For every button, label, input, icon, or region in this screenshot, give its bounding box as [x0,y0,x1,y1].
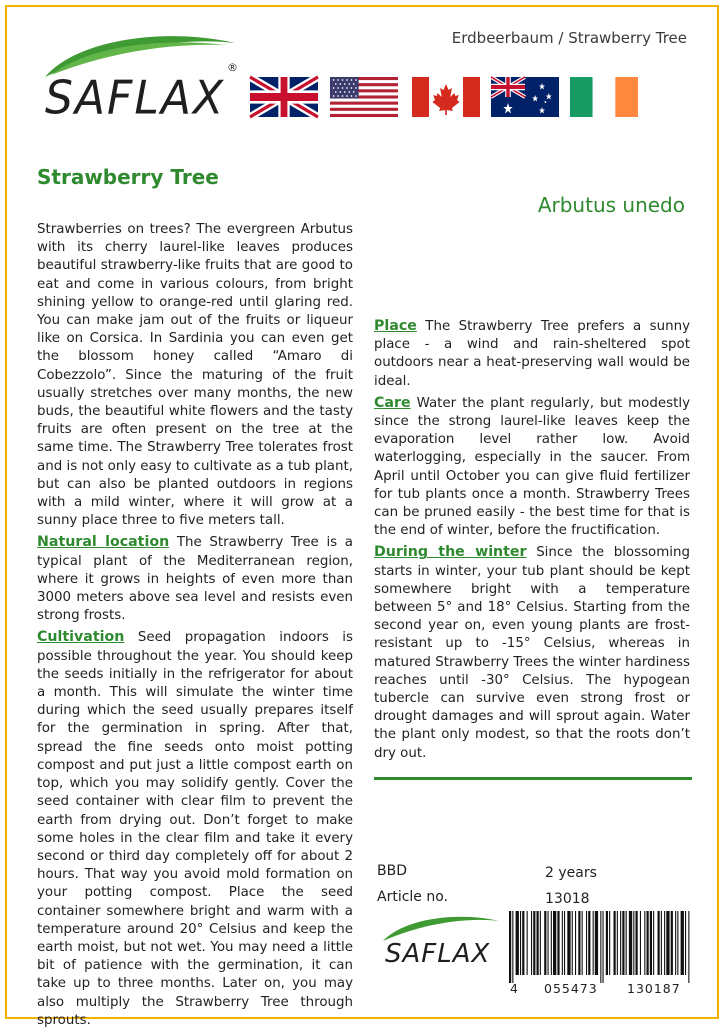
section-divider [374,777,692,780]
natural-location-section [37,533,353,625]
barcode-bar [647,911,649,975]
barcode-bar [548,911,549,975]
page-title: Strawberry Tree [37,165,219,189]
barcode-bar [617,911,618,975]
barcode-bar [685,911,686,975]
barcode-bar [516,911,519,975]
barcode-bar [644,911,645,975]
barcode-bar [553,911,556,975]
barcode-bar [671,911,673,975]
place-heading: Place [374,318,417,334]
barcode-bar [586,911,587,975]
barcode-bar [650,911,652,975]
barcode-digits-right: 130187 [627,981,681,996]
barcode-bar [595,911,598,975]
barcode-bar [575,911,576,975]
seed-packet-page [5,5,719,1028]
intro-paragraph: Strawberries on trees? The evergreen Arbutus with its cherry laurel-like leaves produces beautiful strawberry-like fruits that are good to eat and come in various colours, from bright shining yellow to orange-red until glaring red. You can make jam out of the fruits or liqueur like on Corsica. In Sardinia you can even get the blossom honey called “Amaro di Cobezzolo”. Since the maturing of the fruit usually stretches over many months, the new buds, the beautiful white flowers and the tasty fruits are often present on the tree at the same time. The Strawberry Tree tolerates frost and is not only easy to cultivate as a tub plant, but can also be planted outdoors in regions with a mild winter, where it will grow at a sunny place three to five meters tall. [37,222,353,529]
care-section [374,394,690,541]
uk-flag-icon [250,77,318,117]
barcode-bar [567,911,570,975]
brand-name-small: SAFLAX [385,939,491,969]
us-flag-icon [330,77,398,117]
place-section [374,317,690,391]
winter-text: Since the blossoming starts in winter, your tub plant should be kept somewhere bright with a temperature between 5° and 18° Celsius. Starting from the second year on, even young plants are frost-resistant up to -15° Celsius, whereas in matured Strawberry Trees the winter hardiness reaches until -30° Celsius. The hypogean tubercle can survive even strong frost or drought damages and will sprout again. Water the plant only modest, so that the roots don’t dry out. [374,545,690,761]
barcode-bar [614,911,616,975]
barcode-bar [640,911,641,975]
latin-name: Arbutus unedo [537,193,685,217]
barcode-bar [688,911,689,983]
natural-location-text: The Strawberry Tree is a typical plant of the Mediterranean region, where it grows in heights of even more than 3000 meters above sea level and resists even strong frosts. [37,535,353,624]
canada-flag-icon [412,77,480,117]
barcode-bar [675,911,676,975]
barcode-bar [620,911,621,975]
barcode-bar [626,911,627,975]
barcode-bar [606,911,608,975]
barcode-bar [562,911,563,975]
barcode-bar [609,911,610,975]
article-label: Article no. [377,889,449,905]
barcode-bar [578,911,580,975]
barcode-bar [661,911,662,975]
winter-section [374,543,690,762]
barcode-bar [588,911,590,975]
header-title: Erdbeerbaum / Strawberry Tree [451,29,687,47]
barcode [507,911,693,983]
barcode-bar [572,911,573,975]
barcode-bar [527,911,528,975]
barcode-bar [531,911,532,975]
cultivation-section [37,628,353,1029]
barcode-bar [633,911,634,975]
australia-flag-icon [491,77,559,117]
winter-heading: During the winter [374,544,527,561]
barcode-digits-left: 055473 [544,981,598,996]
barcode-bar [677,911,678,975]
barcode-bar [520,911,521,975]
barcode-bar [653,911,654,975]
article-value: 13018 [545,891,590,907]
barcode-bar [564,911,565,975]
barcode-bar [557,911,559,975]
care-text: Water the plant regularly, but modestly since the strong laurel-like leaves keep the evaporation level rather low. Avoid waterlogging, especially in the saucer. From April until October you can give fluid fertilizer for tub plants once a month. Strawberry Trees can be pruned easily - the best time for that is the end of winter, before the fructification. [374,395,690,539]
ireland-flag-icon [570,77,638,117]
barcode-bar [537,911,539,975]
barcode-bar [622,911,624,975]
bbd-value: 2 years [545,865,597,881]
brand-name: SAFLAX [45,71,226,126]
care-heading: Care [374,394,411,411]
barcode-bar [593,911,594,975]
barcode-bar [551,911,552,975]
barcode-bar [666,911,669,975]
barcode-bar [582,911,583,975]
cultivation-text: Seed propagation indoors is possible throughout the year. You should keep the seeds initially in the refrigerator for about a month. This will simulate the winter time during which the seed usually prepares itself for the germination in spring. After that, spread the fine seeds onto moist potting compost and put just a little compost earth on top, which you may solidify gently. Cover the seed container with clear film to prevent the earth from drying out. Don’t forget to make some holes in the clear film and take it every second or third day completely off for about 2 hours. That way you avoid mold formation on your potting compost. Place the seed container somewhere bright and warm with a temperature around 20° Celsius and keep the earth moist, but not wet. You may need a little bit of patience with the germination, it can take up to three months. Later on, you may also multiply the Strawberry Tree through sprouts. [37,630,353,1028]
barcode-bar [629,911,632,975]
barcode-bar [636,911,638,975]
barcode-bar [681,911,684,975]
saflax-logo [37,29,247,129]
bbd-label: BBD [377,863,407,879]
barcode-bar [600,911,601,983]
natural-location-heading: Natural location [37,534,170,551]
barcode-bar [512,911,513,983]
place-text: The Strawberry Tree prefers a sunny place - a wind and rain-sheltered spot outdoors near a heat-preserving wall would be ideal. [374,319,690,389]
left-text-column [37,221,353,1033]
barcode-bar [522,911,524,975]
saflax-logo-small [377,907,507,985]
barcode-bar [509,911,511,983]
barcode-bar [540,911,541,975]
cultivation-heading: Cultivation [37,629,125,646]
registered-mark: ® [227,61,238,74]
barcode-bar [603,911,604,983]
barcode-digit-prefix: 4 [510,981,518,996]
barcode-bar [658,911,660,975]
barcode-bar [544,911,546,975]
barcode-bar [664,911,665,975]
right-text-column [374,317,690,766]
barcode-bar [533,911,535,975]
